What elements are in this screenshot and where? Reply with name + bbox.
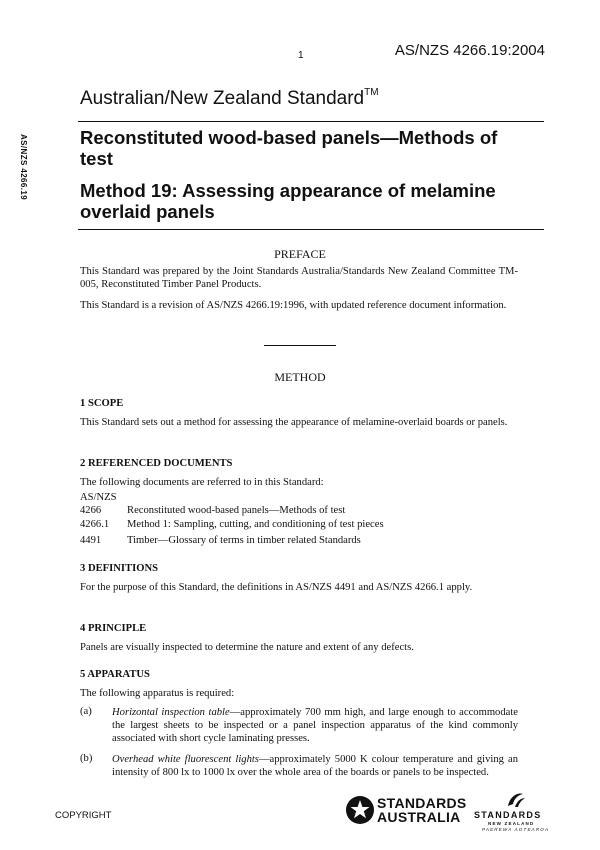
page-number: 1: [298, 50, 304, 61]
scope-text: This Standard sets out a method for assessing the appearance of melamine-overlaid boards or panels.: [80, 417, 508, 428]
reference-title: Timber—Glossary of terms in timber related Standards: [127, 535, 361, 546]
apparatus-intro: The following apparatus is required:: [80, 688, 235, 699]
reference-code: 4491: [80, 535, 102, 546]
title-line-1: Reconstituted wood-based panels—Methods of: [80, 127, 498, 148]
method-title-line-1: Method 19: Assessing appearance of melamine: [80, 180, 496, 201]
standards-new-zealand-logo: [474, 790, 556, 830]
referenced-documents-heading: 2 REFERENCED DOCUMENTS: [80, 458, 233, 469]
preface-paragraph-1: This Standard was prepared by the Joint Standards Australia/Standards New Zealand Committee TM-005, Reconstituted Timber Panel Products.: [80, 266, 518, 290]
principle-heading: 4 PRINCIPLE: [80, 623, 147, 634]
sa-wordmark-line-2: AUSTRALIA: [377, 809, 461, 825]
method-title: [80, 180, 540, 222]
referenced-documents-group: AS/NZS: [80, 492, 117, 503]
referenced-documents-intro: The following documents are referred to in this Standard:: [80, 477, 324, 488]
apparatus-item-label: (a): [80, 706, 92, 717]
method-title-line-2: overlaid panels: [80, 201, 215, 222]
section-divider: [264, 345, 336, 346]
reference-title: Reconstituted wood-based panels—Methods of test: [127, 505, 346, 516]
method-heading: METHOD: [274, 370, 326, 384]
standards-australia-wordmark: [377, 796, 467, 824]
series-label: Australian/New Zealand Standard: [80, 88, 365, 109]
apparatus-item-term: Overhead white fluorescent lights: [112, 754, 259, 765]
snz-wordmark-line-2: NEW ZEALAND: [488, 821, 535, 826]
apparatus-item-label: (b): [80, 753, 93, 764]
principle-text: Panels are visually inspected to determine the nature and extent of any defects.: [80, 642, 414, 653]
sa-wordmark-line-1: STANDARDS: [377, 795, 467, 811]
swirl-icon: [504, 790, 526, 810]
document-title: [80, 127, 540, 169]
side-label: AS/NZS 4266.19: [19, 134, 28, 201]
standard-number: AS/NZS 4266.19:2004: [394, 42, 545, 59]
standard-series: [80, 88, 379, 110]
preface-heading: PREFACE: [274, 247, 326, 261]
scope-heading: 1 SCOPE: [80, 398, 124, 409]
reference-code: 4266: [80, 505, 102, 516]
copyright-label: COPYRIGHT: [55, 810, 112, 821]
apparatus-item: [112, 706, 518, 745]
reference-code: 4266.1: [80, 519, 110, 530]
snz-wordmark-line-3: PAEREWA AOTEAROA: [482, 827, 550, 832]
trademark: TM: [364, 87, 379, 98]
apparatus-heading: 5 APPARATUS: [80, 669, 150, 680]
star-icon: [345, 795, 375, 825]
apparatus-item: [112, 753, 518, 779]
title-rule-top: [78, 121, 544, 122]
definitions-heading: 3 DEFINITIONS: [80, 563, 158, 574]
apparatus-item-text: —approximately 700 mm high, and large enough to accommodate the largest sheets to be inspected or a panel inspection apparatus of the kind commonly associated with short cycle laminating presses.: [112, 707, 518, 744]
title-line-2: test: [80, 148, 113, 169]
apparatus-item-text: —approximately 5000 K colour temperature and giving an intensity of 800 lx to 1000 lx over the whole area of the boards or panels to be inspected.: [112, 754, 518, 778]
apparatus-item-term: Horizontal inspection table: [112, 707, 230, 718]
reference-title: Method 1: Sampling, cutting, and conditioning of test pieces: [127, 519, 384, 530]
title-rule-bottom: [78, 229, 544, 230]
preface-paragraph-2: This Standard is a revision of AS/NZS 4266.19:1996, with updated reference document information.: [80, 300, 507, 311]
definitions-text: For the purpose of this Standard, the definitions in AS/NZS 4491 and AS/NZS 4266.1 apply.: [80, 582, 473, 593]
snz-wordmark-line-1: STANDARDS: [474, 810, 542, 820]
standards-australia-logo: [345, 793, 467, 827]
